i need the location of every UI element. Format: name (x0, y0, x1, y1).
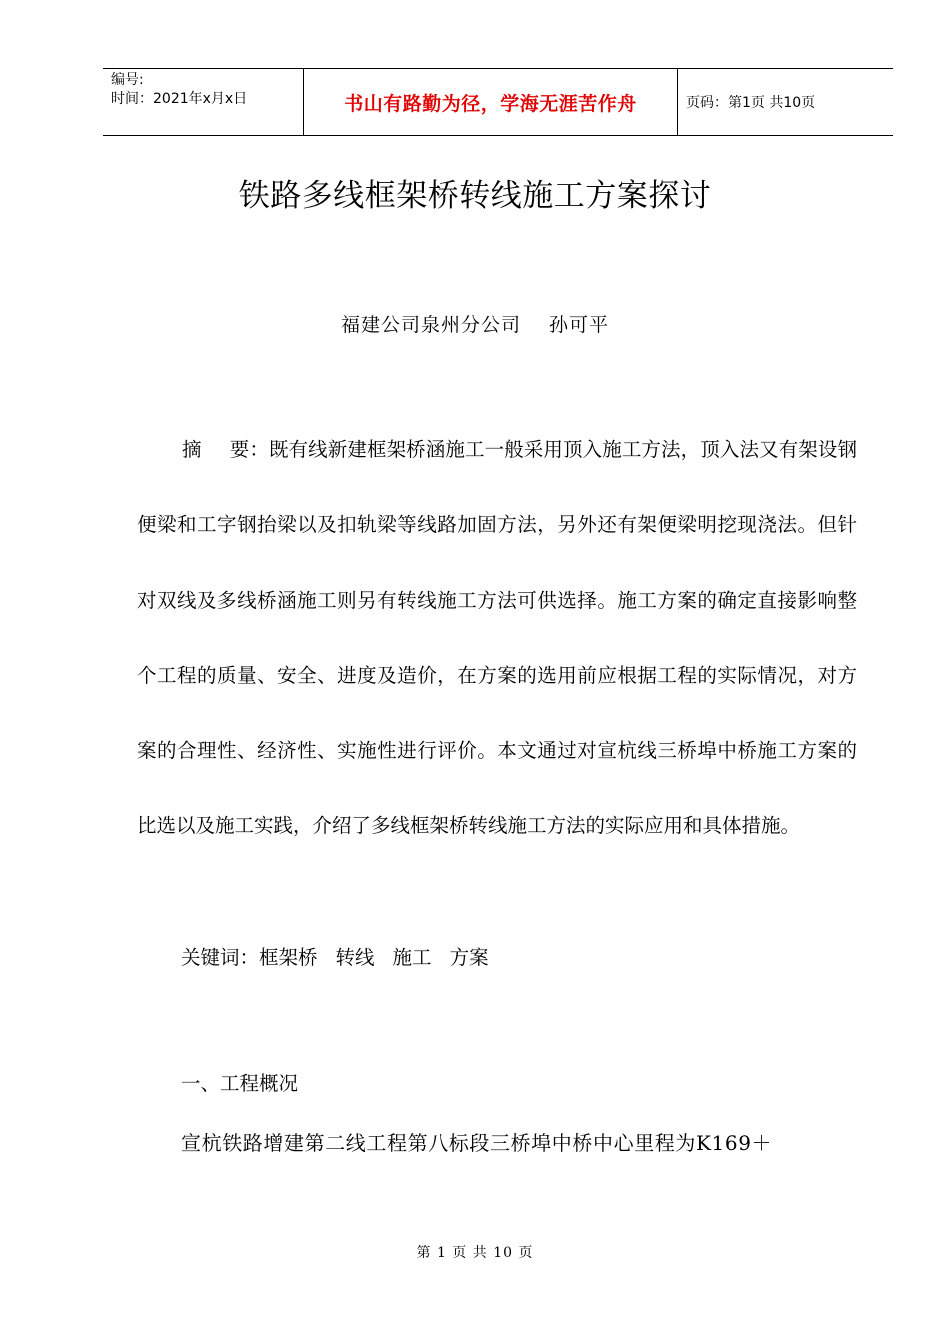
header-motto: 书山有路勤为径，学海无涯苦作舟 (344, 92, 637, 115)
header-page-cell (678, 69, 893, 135)
keyword-item: 方案 (449, 946, 489, 969)
abstract-paragraph (137, 412, 857, 864)
header-page-label: 页码：第1页 共10页 (686, 95, 816, 111)
document-title: 铁路多线框架桥转线施工方案探讨 (238, 178, 712, 214)
abstract-label (182, 438, 269, 461)
section-heading: 一、工程概况 (181, 1072, 299, 1095)
document-header (103, 68, 893, 136)
keyword-item: 施工 (392, 946, 432, 969)
keywords-line (181, 942, 507, 970)
keyword-item: 转线 (335, 946, 375, 969)
section-body-text: 宣杭铁路增建第二线工程第八标段三桥埠中桥中心里程为K169＋ (181, 1131, 773, 1155)
author-line (0, 310, 950, 337)
header-motto-cell (303, 69, 678, 135)
keyword-item: 框架桥 (259, 946, 318, 969)
abstract-label-char2: 要： (229, 438, 269, 461)
document-time-label: 时间：2021年x月x日 (111, 91, 248, 107)
author-organization: 福建公司泉州分公司 (340, 314, 521, 336)
page-footer: 第 1 页 共 10 页 (416, 1245, 534, 1261)
abstract-label-char1: 摘 (182, 438, 202, 461)
header-left-cell (103, 69, 303, 135)
author-name: 孙可平 (549, 314, 610, 336)
abstract-text: 既有线新建框架桥涵施工一般采用顶入施工方法，顶入法又有架设钢便梁和工字钢抬梁以及扣轨梁等线路加固方法，另外还有架便梁明挖现浇法。但针对双线及多线桥涵施工则另有转线施工方法可供选择。施工方案的确定直接影响整个工程的质量、安全、进度及造价，在方案的选用前应根据工程的实际情况，对方案的合理性、经济性、实施性进行评价。本文通过对宣杭线三桥埠中桥施工方案的比选以及施工实践，介绍了多线框架桥转线施工方法的实际应用和具体措施。 (137, 438, 857, 838)
document-number-label: 编号: (111, 72, 144, 88)
keywords-label: 关键词： (181, 946, 260, 969)
